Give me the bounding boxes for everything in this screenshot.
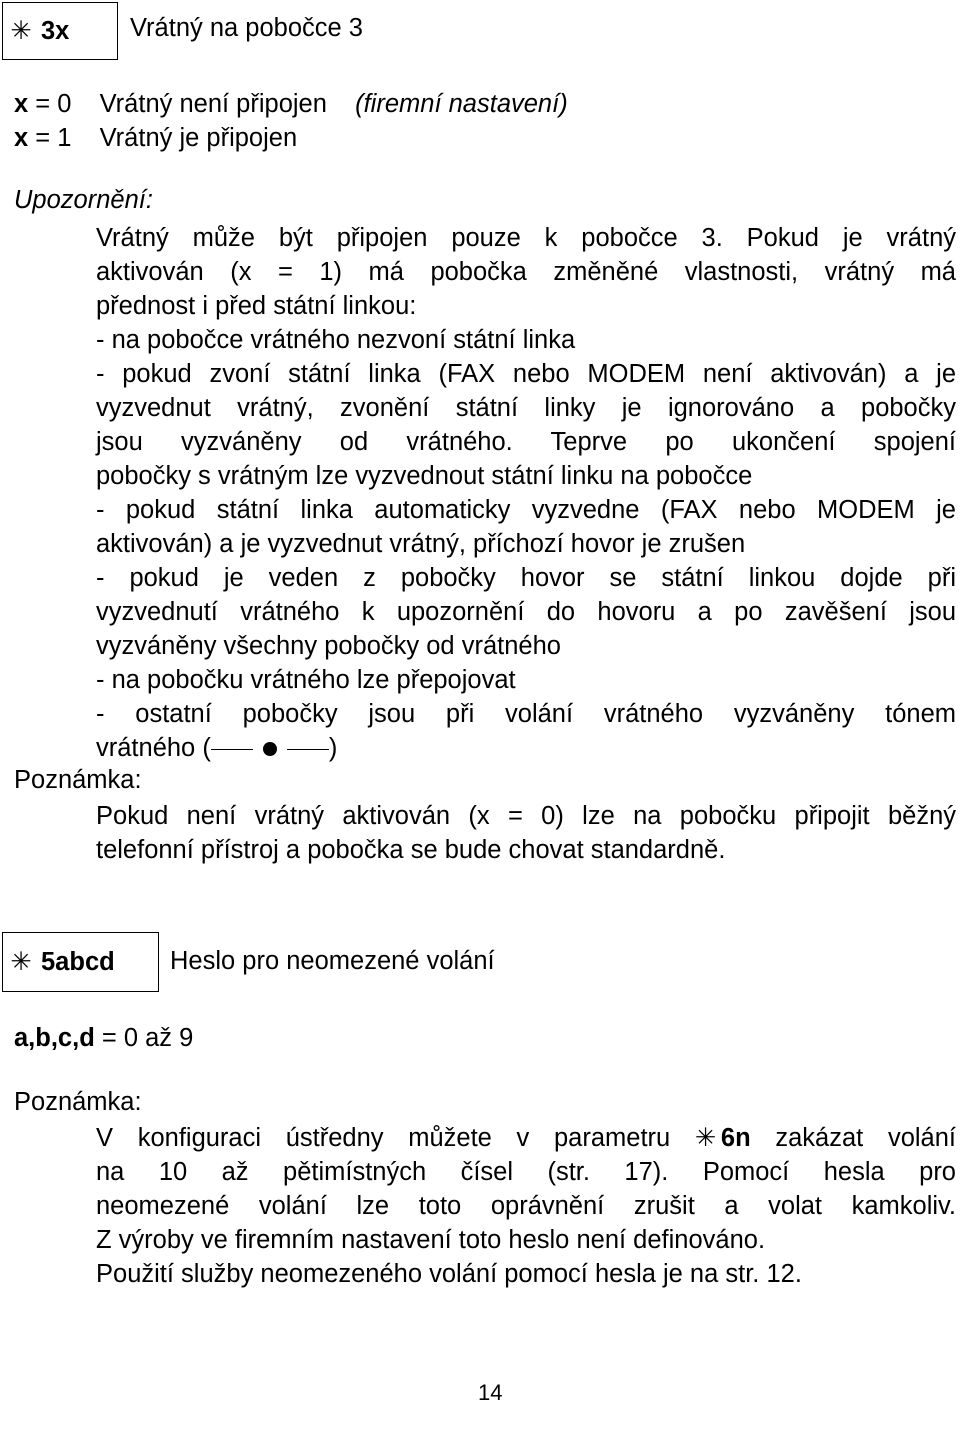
warning-line: pobočky s vrátným lze vyzvednout státní linku na pobočce [96, 462, 753, 490]
note-label: Poznámka: [14, 766, 142, 794]
warning-line: - na pobočku vrátného lze přepojovat [96, 666, 516, 694]
star-icon: ✳ [694, 1124, 717, 1152]
param-line [14, 1024, 193, 1053]
option-key: x [14, 90, 29, 118]
warning-line: - pokud státní linka automaticky vyzvedne (FAX nebo MODEM je [96, 496, 956, 524]
section-title: Heslo pro neomezené volání [170, 947, 495, 975]
tone-line [96, 731, 956, 765]
code-label: 3x [41, 16, 70, 45]
note-text: zakázat volání [750, 1124, 956, 1152]
param-code: 6n [720, 1124, 751, 1152]
warning-line: aktivován) a je vyzvednut vrátný, příchozí hovor je zrušen [96, 530, 746, 558]
warning-line: - pokud zvoní státní linka (FAX nebo MODEM není aktivován) a je [96, 360, 956, 388]
warning-line: přednost i před státní linkou: [96, 292, 417, 320]
tone-prefix: vrátného ( [96, 734, 211, 762]
star-icon: ✳ [10, 948, 32, 976]
note-line: Z výroby ve firemním nastavení toto heslo není definováno. [96, 1226, 766, 1254]
param-value: = 0 až 9 [94, 1024, 194, 1052]
option-key: x [14, 124, 29, 152]
warning-line: aktivován (x = 1) má pobočka změněné vlastnosti, vrátný má [96, 258, 956, 286]
warning-line: - ostatní pobočky jsou při volání vrátného vyzváněny tónem [96, 700, 956, 728]
warning-line: - pokud je veden z pobočky hovor se státní linkou dojde při [96, 564, 956, 592]
note-line: Pokud není vrátný aktivován (x = 0) lze na pobočku připojit běžný [96, 802, 956, 830]
tone-symbol-icon [211, 742, 329, 756]
warning-line: - na pobočce vrátného nezvoní státní linka [96, 326, 576, 354]
tone-suffix: ) [328, 734, 338, 762]
section-title: Vrátný na pobočce 3 [130, 14, 363, 42]
note-line: neomezené volání lze toto oprávnění zrušit a volat kamkoliv. [96, 1192, 956, 1220]
warning-line: vyzváněny všechny pobočky od vrátného [96, 632, 561, 660]
note-label: Poznámka: [14, 1088, 142, 1116]
warning-line: Vrátný může být připojen pouze k pobočce 3. Pokud je vrátný [96, 224, 956, 252]
warning-label: Upozornění: [14, 186, 153, 214]
param-key: a,b,c,d [14, 1024, 95, 1052]
warning-line: vyzvednutí vrátného k upozornění do hovoru a po zavěšení jsou [96, 598, 956, 626]
option-note: (firemní nastavení) [355, 90, 568, 118]
option-line [14, 124, 297, 153]
note-line: Použití služby neomezeného volání pomocí hesla je na str. 12. [96, 1260, 802, 1288]
star-icon: ✳ [10, 17, 32, 45]
note-line: telefonní přístroj a pobočka se bude chovat standardně. [96, 836, 726, 864]
warning-line: jsou vyzváněny od vrátného. Teprve po ukončení spojení [96, 428, 956, 456]
option-desc: Vrátný není připojen [99, 90, 327, 118]
code-label: 5abcd [41, 947, 115, 976]
note-line: na 10 až pětimístných čísel (str. 17). Pomocí hesla pro [96, 1158, 956, 1186]
note-line [96, 1121, 956, 1155]
code-box-3x [2, 2, 118, 60]
option-desc: Vrátný je připojen [99, 124, 298, 152]
option-eq: = 0 [28, 90, 72, 118]
option-line [14, 90, 568, 119]
warning-line: vyzvednut vrátný, zvonění státní linky je ignorováno a pobočky [96, 394, 956, 422]
option-eq: = 1 [28, 124, 72, 152]
page-number: 14 [478, 1380, 503, 1405]
note-text: V konfiguraci ústředny můžete v parametru [96, 1124, 695, 1152]
code-box-5abcd [2, 932, 159, 992]
